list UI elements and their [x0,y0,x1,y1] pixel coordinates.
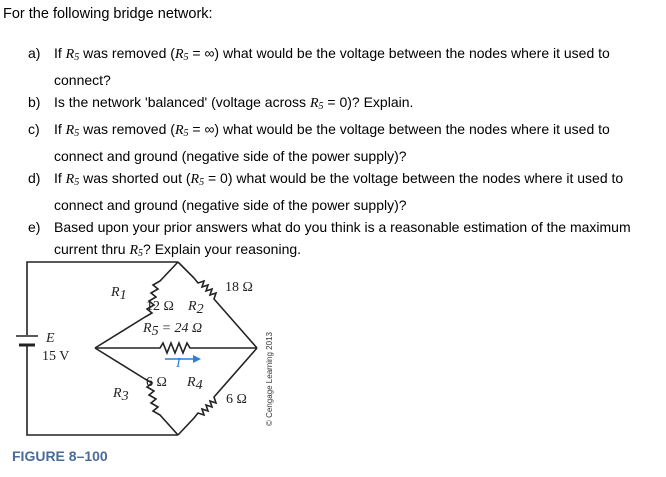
question-e: e) Based upon your prior answers what do you think is a reasonable estimation of the maximum current thru $R_5$? Explain your reasoning. [28,216,658,265]
r2-value: 18 Ω [225,280,253,295]
r3-value: 6 Ω [146,375,167,390]
r3-label: R3 [113,386,129,404]
bridge-circuit-diagram [0,250,666,477]
r5-label: R5 = 24 Ω [143,321,203,339]
source-name: E [46,331,55,346]
intro-text: For the following bridge network: [3,6,213,22]
question-b: b) Is the network 'balanced' (voltage across $R_5 = 0$)? Explain. [28,91,658,118]
wire-bottom [27,356,178,435]
battery-symbol [16,336,38,356]
r1-label: R1 [111,285,127,303]
figure-caption: FIGURE 8–100 [12,448,108,464]
r4-label: R4 [187,375,203,393]
question-d: d) If $R_5$ was shorted out $(R_5 = 0)$ what would be the voltage between the nodes where it used to connect and ground (negative side of the power supply)? [28,167,658,216]
source-value: 15 V [42,349,70,364]
question-letter: d) [28,170,41,186]
question-letter: b) [28,94,41,110]
question-letter: e) [28,219,41,235]
resistor-r5 [95,343,257,353]
question-letter: a) [28,45,41,61]
current-arrow [165,355,201,363]
question-list [28,42,658,265]
resistor-r3 [95,348,178,435]
question-c: c) If $R_5$ was removed ($R_5$ = ∞) what would be the voltage between the nodes where it used to connect and ground (negative side of the power supply)? [28,118,658,167]
copyright-notice: © Cengage Learning 2013 [265,332,274,426]
current-label: I [176,356,181,371]
question-letter: c) [28,121,40,137]
r1-value: 12 Ω [146,299,174,314]
r2-label: R2 [188,299,204,317]
current-arrow-head [193,355,201,363]
r4-value: 6 Ω [226,392,247,407]
question-a: a) If $R_5$ was removed ($R_5$ = ∞) what would be the voltage between the nodes where it used to connect? [28,42,658,91]
